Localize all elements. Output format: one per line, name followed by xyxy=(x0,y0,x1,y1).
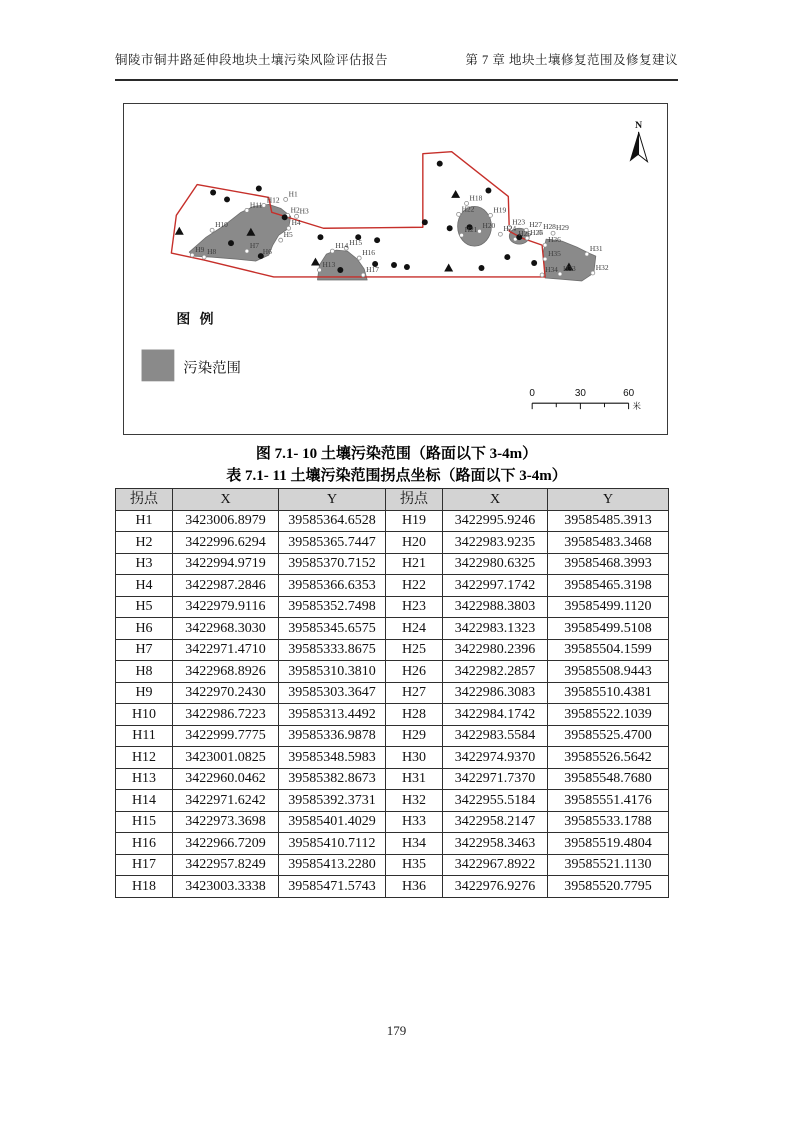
scale-unit-label: 米 xyxy=(632,401,642,412)
coordinate-cell: H24 xyxy=(386,618,443,640)
coordinate-cell: H31 xyxy=(386,768,443,790)
sample-point-dot xyxy=(224,196,230,202)
coordinate-cell: H17 xyxy=(116,854,173,876)
table-row xyxy=(116,790,669,812)
coordinate-cell: H21 xyxy=(386,553,443,575)
coordinate-cell: 3422988.3803 xyxy=(443,596,548,618)
coordinate-cell: 39585365.7447 xyxy=(279,532,386,554)
coordinate-cell: H11 xyxy=(116,725,173,747)
vertex-label-H26: H26 xyxy=(530,228,543,238)
coordinate-cell: 3422968.8926 xyxy=(173,661,279,683)
vertex-label-H17: H17 xyxy=(366,264,379,274)
column-header: Y xyxy=(279,489,386,511)
coordinate-cell: 3422979.9116 xyxy=(173,596,279,618)
coords-table xyxy=(115,488,669,898)
table-row xyxy=(116,639,669,661)
coordinate-cell: H3 xyxy=(116,553,173,575)
header-left-title: 铜陵市铜井路延伸段地块土壤污染风险评估报告 xyxy=(115,53,389,67)
table-row xyxy=(116,811,669,833)
coordinate-cell: H15 xyxy=(116,811,173,833)
vertex-marker-H7 xyxy=(245,249,249,253)
vertex-label-H5: H5 xyxy=(283,230,293,240)
coordinate-cell: 3423006.8979 xyxy=(173,510,279,532)
vertex-marker-H21 xyxy=(460,233,464,237)
coordinate-cell: 3422974.9370 xyxy=(443,747,548,769)
page-header xyxy=(115,50,678,68)
coordinate-cell: 3422986.3083 xyxy=(443,682,548,704)
coordinate-cell: 39585413.2280 xyxy=(279,854,386,876)
vertex-marker-H34 xyxy=(540,273,544,277)
vertex-label-H3: H3 xyxy=(299,206,309,216)
coordinate-cell: 3422996.6294 xyxy=(173,532,279,554)
coordinate-cell: 39585401.4029 xyxy=(279,811,386,833)
vertex-label-H10: H10 xyxy=(215,220,228,230)
vertex-label-H20: H20 xyxy=(482,221,496,231)
coordinate-cell: 3422971.6242 xyxy=(173,790,279,812)
coordinate-cell: 3422980.6325 xyxy=(443,553,548,575)
vertex-marker-H11 xyxy=(245,208,249,212)
coordinate-cell: H34 xyxy=(386,833,443,855)
legend-swatch xyxy=(142,350,175,382)
coordinate-cell: 3422960.0462 xyxy=(173,768,279,790)
coordinate-cell: 39585525.4700 xyxy=(548,725,669,747)
coordinate-cell: 39585471.5743 xyxy=(279,876,386,898)
coordinate-cell: H13 xyxy=(116,768,173,790)
sample-point-triangle xyxy=(451,190,460,198)
coordinate-cell: 3422995.9246 xyxy=(443,510,548,532)
vertex-label-H14: H14 xyxy=(335,241,349,251)
vertex-label-H33: H33 xyxy=(562,263,576,273)
sample-point-dot xyxy=(447,225,453,231)
coordinate-cell: 3422966.7209 xyxy=(173,833,279,855)
column-header: 拐点 xyxy=(386,489,443,511)
coordinate-cell: H30 xyxy=(386,747,443,769)
sample-point-triangle xyxy=(311,258,320,266)
coordinate-cell: 39585468.3993 xyxy=(548,553,669,575)
sample-point-dot xyxy=(228,240,234,246)
coordinate-cell: 39585392.3731 xyxy=(279,790,386,812)
coordinate-cell: 3422980.2396 xyxy=(443,639,548,661)
table-row xyxy=(116,553,669,575)
vertex-marker-H24 xyxy=(498,232,502,236)
legend-title: 图 例 xyxy=(176,312,217,328)
vertex-marker-H17 xyxy=(361,273,365,277)
vertex-marker-H13 xyxy=(317,268,321,272)
coordinate-cell: 39585520.7795 xyxy=(548,876,669,898)
coordinate-cell: 3422983.5584 xyxy=(443,725,548,747)
vertex-label-H35: H35 xyxy=(548,249,561,259)
table-row xyxy=(116,682,669,704)
vertex-label-H9: H9 xyxy=(195,245,205,255)
vertex-marker-H36 xyxy=(543,243,547,247)
coordinate-cell: H14 xyxy=(116,790,173,812)
pollution-area-southeast-lobe xyxy=(543,239,596,281)
vertex-marker-H20 xyxy=(478,229,482,233)
coordinate-cell: 39585522.1039 xyxy=(548,704,669,726)
coordinate-cell: H26 xyxy=(386,661,443,683)
vertex-marker-H1 xyxy=(284,197,288,201)
table-row xyxy=(116,768,669,790)
column-header: X xyxy=(173,489,279,511)
vertex-label-H29: H29 xyxy=(556,223,569,233)
coordinate-cell: H5 xyxy=(116,596,173,618)
vertex-label-H21: H21 xyxy=(464,225,478,235)
coordinate-cell: 39585310.3810 xyxy=(279,661,386,683)
coordinate-cell: H9 xyxy=(116,682,173,704)
coordinate-cell: 39585364.6528 xyxy=(279,510,386,532)
coordinate-cell: 3422968.3030 xyxy=(173,618,279,640)
table-row xyxy=(116,510,669,532)
coordinate-cell: 3422999.7775 xyxy=(173,725,279,747)
vertex-label-H8: H8 xyxy=(207,247,217,257)
scale-tick-label: 0 xyxy=(529,388,535,400)
coordinate-cell: 39585382.8673 xyxy=(279,768,386,790)
coordinate-cell: 39585526.5642 xyxy=(548,747,669,769)
coordinate-cell: H33 xyxy=(386,811,443,833)
coordinate-cell: 39585465.3198 xyxy=(548,575,669,597)
table-row xyxy=(116,833,669,855)
coordinate-cell: H16 xyxy=(116,833,173,855)
table-caption: 表 7.1- 11 土壤污染范围拐点坐标（路面以下 3-4m） xyxy=(226,468,567,484)
coords-table-head xyxy=(116,489,669,511)
coordinate-cell: H1 xyxy=(116,510,173,532)
vertex-label-H7: H7 xyxy=(249,241,259,251)
column-header: 拐点 xyxy=(116,489,173,511)
coordinate-cell: 39585410.7112 xyxy=(279,833,386,855)
coordinate-cell: 3422957.8249 xyxy=(173,854,279,876)
vertex-marker-H8 xyxy=(202,255,206,259)
coordinate-cell: 39585303.3647 xyxy=(279,682,386,704)
coordinate-cell: H10 xyxy=(116,704,173,726)
coordinate-cell: H6 xyxy=(116,618,173,640)
coordinate-cell: 39585313.4492 xyxy=(279,704,386,726)
vertex-marker-H22 xyxy=(457,212,461,216)
coordinate-cell: H18 xyxy=(116,876,173,898)
table-row xyxy=(116,532,669,554)
sample-point-dot xyxy=(374,237,380,243)
coordinate-cell: H7 xyxy=(116,639,173,661)
table-row xyxy=(116,876,669,898)
coordinate-cell: 39585345.6575 xyxy=(279,618,386,640)
vertex-label-H32: H32 xyxy=(595,262,609,272)
table-row xyxy=(116,618,669,640)
coordinate-cell: 39585508.9443 xyxy=(548,661,669,683)
vertex-marker-H19 xyxy=(488,213,492,217)
sample-point-dot xyxy=(437,161,443,167)
vertex-marker-H35 xyxy=(543,257,547,261)
coordinate-cell: H8 xyxy=(116,661,173,683)
column-header: Y xyxy=(548,489,669,511)
vertex-marker-H31 xyxy=(585,252,589,256)
header-right-chapter: 第 7 章 地块土壤修复范围及修复建议 xyxy=(465,53,678,67)
vertex-label-H28: H28 xyxy=(543,222,556,232)
site-map-panel xyxy=(123,103,668,435)
sample-point-dot xyxy=(422,219,428,225)
vertex-marker-H10 xyxy=(210,228,214,232)
table-row xyxy=(116,747,669,769)
sample-point-dot xyxy=(531,260,537,266)
sample-point-triangle xyxy=(175,227,184,235)
coordinate-cell: 39585551.4176 xyxy=(548,790,669,812)
sample-point-dot xyxy=(282,214,288,220)
coordinate-cell: 3422971.4710 xyxy=(173,639,279,661)
table-row xyxy=(116,725,669,747)
coordinate-cell: 3422967.8922 xyxy=(443,854,548,876)
coordinate-cell: 3422983.9235 xyxy=(443,532,548,554)
coordinate-cell: H25 xyxy=(386,639,443,661)
vertex-label-H2: H2 xyxy=(290,205,300,215)
sample-point-dot xyxy=(404,264,410,270)
coordinate-cell: H4 xyxy=(116,575,173,597)
coordinate-cell: H23 xyxy=(386,596,443,618)
coordinate-cell: H32 xyxy=(386,790,443,812)
sample-point-dot xyxy=(485,187,491,193)
sample-point-dot xyxy=(317,234,323,240)
coordinate-cell: 3422971.7370 xyxy=(443,768,548,790)
coordinate-cell: 39585548.7680 xyxy=(548,768,669,790)
vertex-label-H24: H24 xyxy=(503,224,517,234)
coordinate-cell: 3422994.9719 xyxy=(173,553,279,575)
coordinate-cell: H2 xyxy=(116,532,173,554)
header-rule xyxy=(115,79,678,81)
sample-point-dot xyxy=(504,254,510,260)
table-row xyxy=(116,704,669,726)
coordinate-cell: 3422973.3698 xyxy=(173,811,279,833)
coordinate-cell: 3422983.1323 xyxy=(443,618,548,640)
coordinate-cell: 39585348.5983 xyxy=(279,747,386,769)
coordinate-cell: 39585485.3913 xyxy=(548,510,669,532)
coordinate-cell: H36 xyxy=(386,876,443,898)
sample-point-dot xyxy=(478,265,484,271)
coordinate-cell: 39585533.1788 xyxy=(548,811,669,833)
vertex-label-H13: H13 xyxy=(322,260,336,270)
figure-caption: 图 7.1- 10 土壤污染范围（路面以下 3-4m） xyxy=(255,446,538,462)
coordinate-cell: 3423001.0825 xyxy=(173,747,279,769)
coordinate-cell: 3422958.3463 xyxy=(443,833,548,855)
table-row xyxy=(116,661,669,683)
coordinate-cell: H27 xyxy=(386,682,443,704)
vertex-marker-H5 xyxy=(279,238,283,242)
coords-table-body xyxy=(116,510,669,897)
vertex-label-H23: H23 xyxy=(512,217,526,227)
vertex-label-H6: H6 xyxy=(262,247,272,257)
coordinate-cell: H12 xyxy=(116,747,173,769)
vertex-label-H15: H15 xyxy=(349,238,363,248)
coordinate-cell: 39585366.6353 xyxy=(279,575,386,597)
coordinate-cell: 39585504.1599 xyxy=(548,639,669,661)
vertex-label-H27: H27 xyxy=(529,220,543,230)
coordinate-cell: 39585370.7152 xyxy=(279,553,386,575)
coordinate-cell: H22 xyxy=(386,575,443,597)
coordinate-cell: 3422997.1742 xyxy=(443,575,548,597)
coordinate-cell: 3422982.2857 xyxy=(443,661,548,683)
vertex-marker-H33 xyxy=(558,272,562,276)
coordinate-cell: 3422984.1742 xyxy=(443,704,548,726)
coordinate-cell: 3422955.5184 xyxy=(443,790,548,812)
vertex-label-H31: H31 xyxy=(589,244,603,254)
table-row xyxy=(116,854,669,876)
coordinate-cell: 3422987.2846 xyxy=(173,575,279,597)
vertex-marker-H16 xyxy=(357,256,361,260)
coordinate-cell: H28 xyxy=(386,704,443,726)
coordinate-cell: H19 xyxy=(386,510,443,532)
north-arrow-icon xyxy=(630,132,639,162)
coordinate-cell: 3422970.2430 xyxy=(173,682,279,704)
coordinate-cell: 3422976.9276 xyxy=(443,876,548,898)
vertex-label-H12: H12 xyxy=(266,195,280,205)
vertex-label-H11: H11 xyxy=(249,200,263,210)
coordinate-cell: H35 xyxy=(386,854,443,876)
sample-point-dot xyxy=(256,186,262,192)
sample-point-dot xyxy=(337,267,343,273)
scale-tick-label: 60 xyxy=(623,388,635,400)
vertex-marker-H9 xyxy=(190,253,194,257)
coordinate-cell: 39585333.8675 xyxy=(279,639,386,661)
vertex-marker-H32 xyxy=(591,271,595,275)
coordinate-cell: 3423003.3338 xyxy=(173,876,279,898)
coordinate-cell: 39585483.3468 xyxy=(548,532,669,554)
coordinate-cell: 39585499.1120 xyxy=(548,596,669,618)
coordinate-cell: 39585336.9878 xyxy=(279,725,386,747)
vertex-label-H36: H36 xyxy=(548,235,561,245)
coordinate-cell: 3422958.2147 xyxy=(443,811,548,833)
coordinate-cell: 3422986.7223 xyxy=(173,704,279,726)
coordinate-cell: H29 xyxy=(386,725,443,747)
sample-point-triangle xyxy=(444,264,453,272)
coordinate-cell: 39585521.1130 xyxy=(548,854,669,876)
coordinate-cell: H20 xyxy=(386,532,443,554)
vertex-label-H25: H25 xyxy=(518,229,532,239)
vertex-label-H22: H22 xyxy=(461,204,475,214)
vertex-label-H34: H34 xyxy=(545,264,558,274)
vertex-label-H19: H19 xyxy=(493,205,507,215)
column-header: X xyxy=(443,489,548,511)
north-label: N xyxy=(634,119,643,131)
legend-item-label: 污染范围 xyxy=(183,360,241,377)
coordinate-cell: 39585519.4804 xyxy=(548,833,669,855)
header-row xyxy=(116,489,669,511)
table-row xyxy=(116,575,669,597)
coordinate-cell: 39585499.5108 xyxy=(548,618,669,640)
site-map-svg xyxy=(124,104,667,434)
north-arrow-icon xyxy=(639,132,648,162)
vertex-label-H4: H4 xyxy=(291,218,301,228)
page-number: 179 xyxy=(386,1023,407,1038)
vertex-label-H16: H16 xyxy=(362,248,376,258)
vertex-marker-H14 xyxy=(330,249,334,253)
table-row xyxy=(116,596,669,618)
coordinate-cell: 39585352.7498 xyxy=(279,596,386,618)
vertex-label-H1: H1 xyxy=(288,189,298,199)
scale-tick-label: 30 xyxy=(574,388,586,400)
coordinate-cell: 39585510.4381 xyxy=(548,682,669,704)
sample-point-dot xyxy=(210,189,216,195)
sample-point-dot xyxy=(391,262,397,268)
vertex-label-H18: H18 xyxy=(469,193,483,203)
